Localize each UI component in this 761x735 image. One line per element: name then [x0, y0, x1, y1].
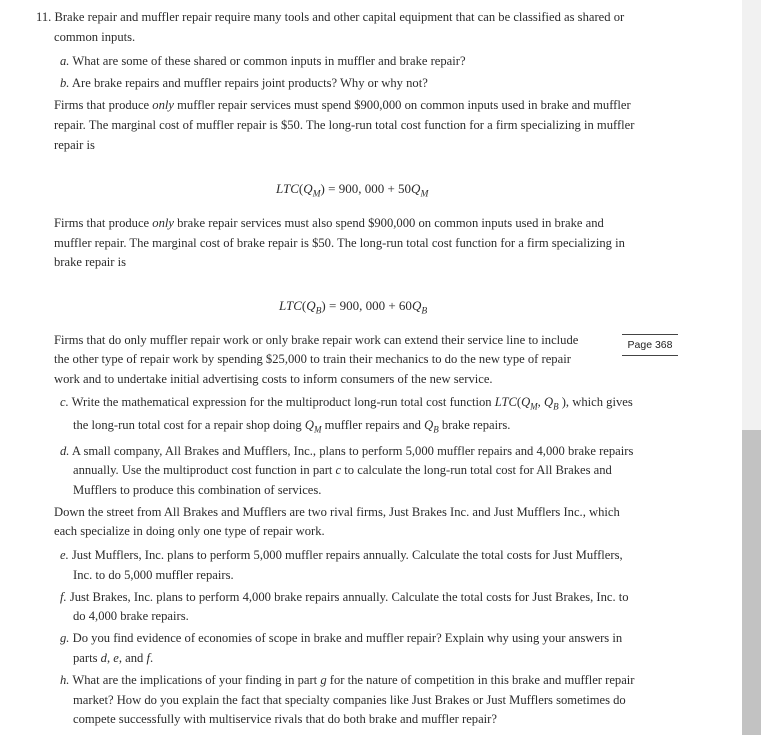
question-f-line-1: f. Just Brakes, Inc. plans to perform 4,000 brake repairs annually. Calculate the total costs for Just Brakes, Inc. to: [60, 590, 629, 604]
question-f-line-2: do 4,000 brake repairs.: [73, 609, 189, 623]
problem-intro-line-2: common inputs.: [54, 30, 136, 44]
question-d-line-3: Mufflers to produce this combination of services.: [73, 483, 322, 497]
paragraph-muffler-line-3: repair is: [54, 138, 95, 152]
question-g-line-1: g. Do you find evidence of economies of scope in brake and muffler repair? Explain why using your answers in: [60, 631, 623, 645]
paragraph-extend-line-3: work and to undertake initial advertising costs to inform consumers of the new service.: [54, 372, 493, 386]
question-a: a. What are some of these shared or common inputs in muffler and brake repair?: [60, 54, 466, 68]
problem-number: 11.: [36, 10, 52, 24]
question-c-line-1: c. Write the mathematical expression for the multiproduct long-run total cost function $LTC(Q_M$, $Q_B$ ), which gives: [60, 395, 633, 412]
question-d-line-1: d. A small company, All Brakes and Mufflers, Inc., plans to perform 5,000 muffler repairs and 4,000 brake repairs: [60, 444, 634, 458]
equation-brake-cost: $LTC(Q_B) = 900$, $000 + 60Q_B$: [279, 298, 428, 317]
paragraph-extend-line-2: the other type of repair work by spending $25,000 to train their mechanics to do the new type of repair: [54, 352, 571, 366]
paragraph-brake-line-1: Firms that produce only brake repair services must also spend $900,000 on common inputs used in brake and: [54, 216, 604, 230]
question-h-line-1: h. What are the implications of your finding in part g for the nature of competition in this brake and muffler repair: [60, 673, 635, 687]
question-h-line-3: compete successfully with multiservice rivals that do both brake and muffler repair?: [73, 712, 497, 726]
paragraph-brake-line-2: muffler repair. The marginal cost of brake repair is $50. The long-run total cost function for a firm specializing in: [54, 236, 625, 250]
paragraph-muffler-line-1: Firms that produce only muffler repair services must spend $900,000 on common inputs used in brake and muffler: [54, 98, 631, 112]
paragraph-extend-line-1: Firms that do only muffler repair work or only brake repair work can extend their service line to include: [54, 333, 579, 347]
question-g-line-2: parts d, e, and f.: [73, 651, 154, 665]
question-e-line-1: e. Just Mufflers, Inc. plans to perform 5,000 muffler repairs annually. Calculate the total costs for Just Mufflers,: [60, 548, 623, 562]
question-b: b. Are brake repairs and muffler repairs joint products? Why or why not?: [60, 76, 428, 90]
equation-muffler-cost: $LTC(Q_M) = 900$, $000 + 50Q_M$: [276, 181, 429, 200]
problem-intro-line-1: 11. Brake repair and muffler repair require many tools and other capital equipment that can be classified as shared or: [36, 10, 625, 24]
vertical-scrollbar-thumb[interactable]: [742, 430, 761, 735]
question-c-line-2: the long-run total cost for a repair shop doing $Q_M$ muffler repairs and $Q_B$ brake repairs.: [73, 418, 511, 435]
page-number-tag: Page 368: [622, 334, 678, 356]
paragraph-rivals-line-1: Down the street from All Brakes and Mufflers are two rival firms, Just Brakes Inc. and Just Mufflers Inc., which: [54, 505, 620, 519]
paragraph-brake-line-3: brake repair is: [54, 255, 127, 269]
question-h-line-2: market? How do you explain the fact that specialty companies like Just Brakes or Just Mufflers sometimes do: [73, 693, 626, 707]
question-d-line-2: annually. Use the multiproduct cost function in part c to calculate the long-run total cost for All Brakes and: [73, 463, 612, 477]
question-e-line-2: Inc. to do 5,000 muffler repairs.: [73, 568, 234, 582]
paragraph-muffler-line-2: repair. The marginal cost of muffler repair is $50. The long-run total cost function for a firm specializing in muffler: [54, 118, 635, 132]
paragraph-rivals-line-2: each specialize in doing only one type of repair work.: [54, 524, 325, 538]
